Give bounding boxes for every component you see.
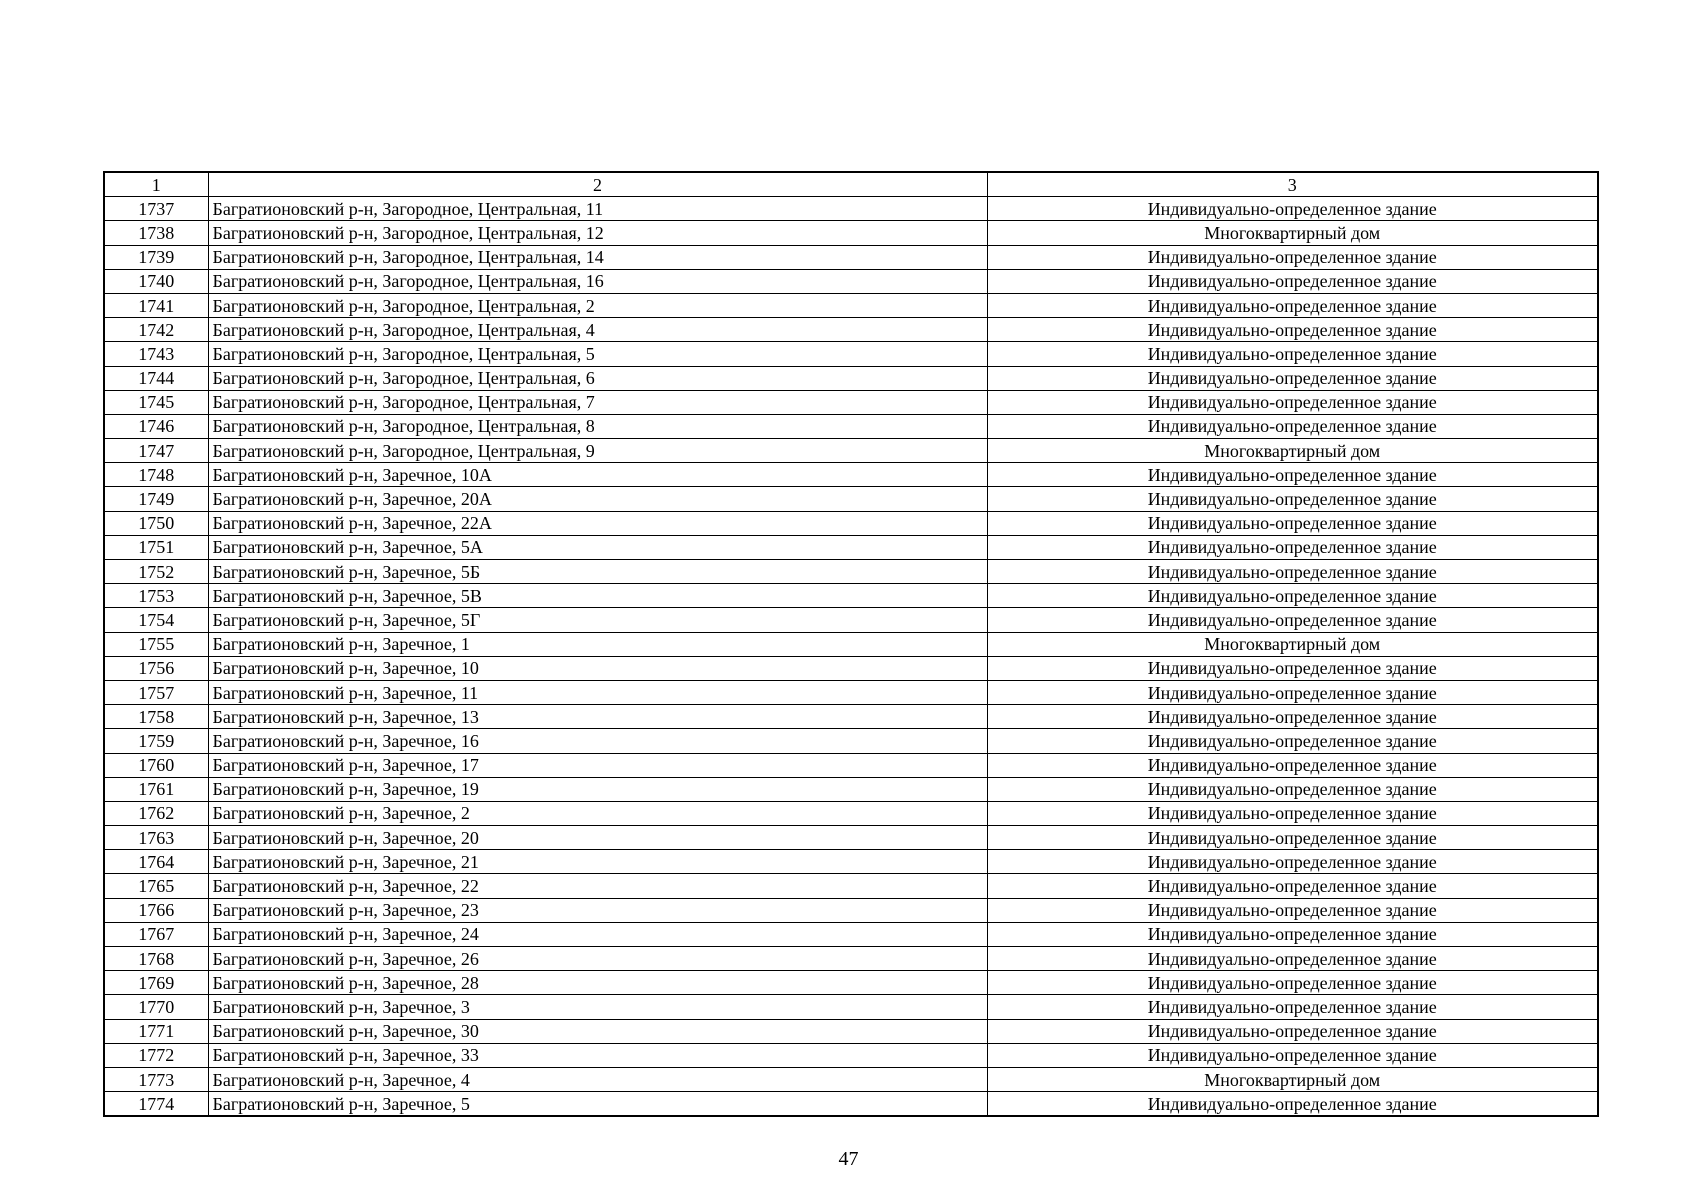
row-type-cell: Многоквартирный дом — [987, 1067, 1598, 1091]
row-number-cell: 1752 — [104, 560, 208, 584]
row-type-cell: Индивидуально-определенное здание — [987, 245, 1598, 269]
table-row — [104, 584, 1598, 608]
row-number-cell: 1754 — [104, 608, 208, 632]
table-row — [104, 463, 1598, 487]
row-type-cell: Индивидуально-определенное здание — [987, 463, 1598, 487]
table-row — [104, 753, 1598, 777]
table-row — [104, 632, 1598, 656]
row-type-cell: Индивидуально-определенное здание — [987, 729, 1598, 753]
table-row — [104, 850, 1598, 874]
row-number-cell: 1749 — [104, 487, 208, 511]
row-type-cell: Многоквартирный дом — [987, 439, 1598, 463]
table-row — [104, 1019, 1598, 1043]
row-type-cell: Индивидуально-определенное здание — [987, 801, 1598, 825]
row-address-cell: Багратионовский р-н, Заречное, 17 — [208, 753, 987, 777]
table-header-row — [104, 172, 1598, 197]
table-row — [104, 318, 1598, 342]
row-address-cell: Багратионовский р-н, Заречное, 20 — [208, 826, 987, 850]
row-number-cell: 1748 — [104, 463, 208, 487]
row-address-cell: Багратионовский р-н, Загородное, Центральная, 16 — [208, 269, 987, 293]
row-type-cell: Индивидуально-определенное здание — [987, 922, 1598, 946]
table-row — [104, 705, 1598, 729]
table-row — [104, 293, 1598, 317]
row-address-cell: Багратионовский р-н, Заречное, 19 — [208, 777, 987, 801]
table-row — [104, 1067, 1598, 1091]
table-row — [104, 729, 1598, 753]
table-row — [104, 1043, 1598, 1067]
row-address-cell: Багратионовский р-н, Заречное, 5А — [208, 535, 987, 559]
row-number-cell: 1751 — [104, 535, 208, 559]
row-type-cell: Индивидуально-определенное здание — [987, 947, 1598, 971]
row-type-cell: Индивидуально-определенное здание — [987, 487, 1598, 511]
row-address-cell: Багратионовский р-н, Заречное, 22 — [208, 874, 987, 898]
table-row — [104, 1092, 1598, 1117]
table-row — [104, 366, 1598, 390]
row-type-cell: Индивидуально-определенное здание — [987, 197, 1598, 221]
row-address-cell: Багратионовский р-н, Заречное, 10 — [208, 656, 987, 680]
row-address-cell: Багратионовский р-н, Заречное, 3 — [208, 995, 987, 1019]
row-address-cell: Багратионовский р-н, Заречное, 5 — [208, 1092, 987, 1117]
table-row — [104, 414, 1598, 438]
row-type-cell: Индивидуально-определенное здание — [987, 269, 1598, 293]
row-type-cell: Многоквартирный дом — [987, 632, 1598, 656]
row-address-cell: Багратионовский р-н, Загородное, Центральная, 5 — [208, 342, 987, 366]
row-address-cell: Багратионовский р-н, Заречное, 26 — [208, 947, 987, 971]
row-number-cell: 1768 — [104, 947, 208, 971]
row-type-cell: Индивидуально-определенное здание — [987, 318, 1598, 342]
row-number-cell: 1760 — [104, 753, 208, 777]
row-address-cell: Багратионовский р-н, Загородное, Центральная, 9 — [208, 439, 987, 463]
table-row — [104, 947, 1598, 971]
row-address-cell: Багратионовский р-н, Загородное, Центральная, 8 — [208, 414, 987, 438]
row-number-cell: 1774 — [104, 1092, 208, 1117]
row-address-cell: Багратионовский р-н, Заречное, 4 — [208, 1067, 987, 1091]
row-number-cell: 1757 — [104, 680, 208, 704]
table-row — [104, 221, 1598, 245]
table-row — [104, 342, 1598, 366]
table-row — [104, 801, 1598, 825]
row-number-cell: 1737 — [104, 197, 208, 221]
row-number-cell: 1741 — [104, 293, 208, 317]
row-address-cell: Багратионовский р-н, Загородное, Центральная, 2 — [208, 293, 987, 317]
row-number-cell: 1747 — [104, 439, 208, 463]
row-number-cell: 1767 — [104, 922, 208, 946]
table-row — [104, 656, 1598, 680]
table-row — [104, 922, 1598, 946]
table-row — [104, 777, 1598, 801]
row-address-cell: Багратионовский р-н, Загородное, Центральная, 11 — [208, 197, 987, 221]
row-address-cell: Багратионовский р-н, Заречное, 11 — [208, 680, 987, 704]
row-number-cell: 1750 — [104, 511, 208, 535]
table-row — [104, 971, 1598, 995]
table-row — [104, 197, 1598, 221]
row-address-cell: Багратионовский р-н, Заречное, 2 — [208, 801, 987, 825]
page-number: 47 — [838, 1148, 859, 1170]
row-type-cell: Многоквартирный дом — [987, 221, 1598, 245]
row-number-cell: 1746 — [104, 414, 208, 438]
row-type-cell: Индивидуально-определенное здание — [987, 1019, 1598, 1043]
row-number-cell: 1762 — [104, 801, 208, 825]
table-row — [104, 826, 1598, 850]
row-address-cell: Багратионовский р-н, Заречное, 16 — [208, 729, 987, 753]
table-row — [104, 995, 1598, 1019]
row-address-cell: Багратионовский р-н, Заречное, 21 — [208, 850, 987, 874]
row-type-cell: Индивидуально-определенное здание — [987, 898, 1598, 922]
row-number-cell: 1745 — [104, 390, 208, 414]
table-row — [104, 487, 1598, 511]
row-address-cell: Багратионовский р-н, Заречное, 22А — [208, 511, 987, 535]
table-row — [104, 269, 1598, 293]
row-number-cell: 1743 — [104, 342, 208, 366]
row-type-cell: Индивидуально-определенное здание — [987, 366, 1598, 390]
row-type-cell: Индивидуально-определенное здание — [987, 1043, 1598, 1067]
row-address-cell: Багратионовский р-н, Заречное, 20А — [208, 487, 987, 511]
registry-table-body — [104, 172, 1598, 1116]
row-number-cell: 1770 — [104, 995, 208, 1019]
row-type-cell: Индивидуально-определенное здание — [987, 342, 1598, 366]
row-type-cell: Индивидуально-определенное здание — [987, 971, 1598, 995]
table-row — [104, 439, 1598, 463]
row-number-cell: 1758 — [104, 705, 208, 729]
row-type-cell: Индивидуально-определенное здание — [987, 705, 1598, 729]
row-address-cell: Багратионовский р-н, Заречное, 24 — [208, 922, 987, 946]
registry-table — [103, 171, 1599, 1117]
row-type-cell: Индивидуально-определенное здание — [987, 777, 1598, 801]
row-address-cell: Багратионовский р-н, Заречное, 5В — [208, 584, 987, 608]
row-type-cell: Индивидуально-определенное здание — [987, 560, 1598, 584]
row-address-cell: Багратионовский р-н, Загородное, Центральная, 12 — [208, 221, 987, 245]
table-row — [104, 390, 1598, 414]
table-row — [104, 898, 1598, 922]
row-number-cell: 1764 — [104, 850, 208, 874]
row-address-cell: Багратионовский р-н, Заречное, 5Г — [208, 608, 987, 632]
row-type-cell: Индивидуально-определенное здание — [987, 535, 1598, 559]
row-number-cell: 1765 — [104, 874, 208, 898]
row-number-cell: 1773 — [104, 1067, 208, 1091]
row-address-cell: Багратионовский р-н, Заречное, 13 — [208, 705, 987, 729]
row-type-cell: Индивидуально-определенное здание — [987, 680, 1598, 704]
row-address-cell: Багратионовский р-н, Загородное, Центральная, 14 — [208, 245, 987, 269]
row-type-cell: Индивидуально-определенное здание — [987, 753, 1598, 777]
row-number-cell: 1761 — [104, 777, 208, 801]
row-address-cell: Багратионовский р-н, Заречное, 28 — [208, 971, 987, 995]
row-number-cell: 1755 — [104, 632, 208, 656]
row-address-cell: Багратионовский р-н, Загородное, Центральная, 4 — [208, 318, 987, 342]
row-address-cell: Багратионовский р-н, Заречное, 5Б — [208, 560, 987, 584]
row-number-cell: 1738 — [104, 221, 208, 245]
row-number-cell: 1766 — [104, 898, 208, 922]
header-cell-address: 2 — [208, 172, 987, 197]
header-cell-type: 3 — [987, 172, 1598, 197]
table-row — [104, 874, 1598, 898]
row-number-cell: 1772 — [104, 1043, 208, 1067]
row-number-cell: 1740 — [104, 269, 208, 293]
row-type-cell: Индивидуально-определенное здание — [987, 390, 1598, 414]
row-number-cell: 1763 — [104, 826, 208, 850]
row-number-cell: 1753 — [104, 584, 208, 608]
row-number-cell: 1739 — [104, 245, 208, 269]
row-type-cell: Индивидуально-определенное здание — [987, 874, 1598, 898]
row-type-cell: Индивидуально-определенное здание — [987, 656, 1598, 680]
table-row — [104, 680, 1598, 704]
row-type-cell: Индивидуально-определенное здание — [987, 293, 1598, 317]
table-row — [104, 535, 1598, 559]
row-type-cell: Индивидуально-определенное здание — [987, 511, 1598, 535]
row-address-cell: Багратионовский р-н, Заречное, 1 — [208, 632, 987, 656]
row-type-cell: Индивидуально-определенное здание — [987, 850, 1598, 874]
row-address-cell: Багратионовский р-н, Загородное, Центральная, 7 — [208, 390, 987, 414]
row-address-cell: Багратионовский р-н, Заречное, 23 — [208, 898, 987, 922]
table-row — [104, 245, 1598, 269]
row-number-cell: 1769 — [104, 971, 208, 995]
table-row — [104, 511, 1598, 535]
row-address-cell: Багратионовский р-н, Заречное, 30 — [208, 1019, 987, 1043]
row-number-cell: 1756 — [104, 656, 208, 680]
row-type-cell: Индивидуально-определенное здание — [987, 608, 1598, 632]
row-number-cell: 1744 — [104, 366, 208, 390]
table-row — [104, 560, 1598, 584]
table-row — [104, 608, 1598, 632]
row-address-cell: Багратионовский р-н, Загородное, Центральная, 6 — [208, 366, 987, 390]
row-address-cell: Багратионовский р-н, Заречное, 33 — [208, 1043, 987, 1067]
row-type-cell: Индивидуально-определенное здание — [987, 584, 1598, 608]
row-number-cell: 1771 — [104, 1019, 208, 1043]
row-type-cell: Индивидуально-определенное здание — [987, 995, 1598, 1019]
row-address-cell: Багратионовский р-н, Заречное, 10А — [208, 463, 987, 487]
row-type-cell: Индивидуально-определенное здание — [987, 414, 1598, 438]
header-cell-number: 1 — [104, 172, 208, 197]
row-number-cell: 1759 — [104, 729, 208, 753]
row-type-cell: Индивидуально-определенное здание — [987, 826, 1598, 850]
row-type-cell: Индивидуально-определенное здание — [987, 1092, 1598, 1117]
row-number-cell: 1742 — [104, 318, 208, 342]
